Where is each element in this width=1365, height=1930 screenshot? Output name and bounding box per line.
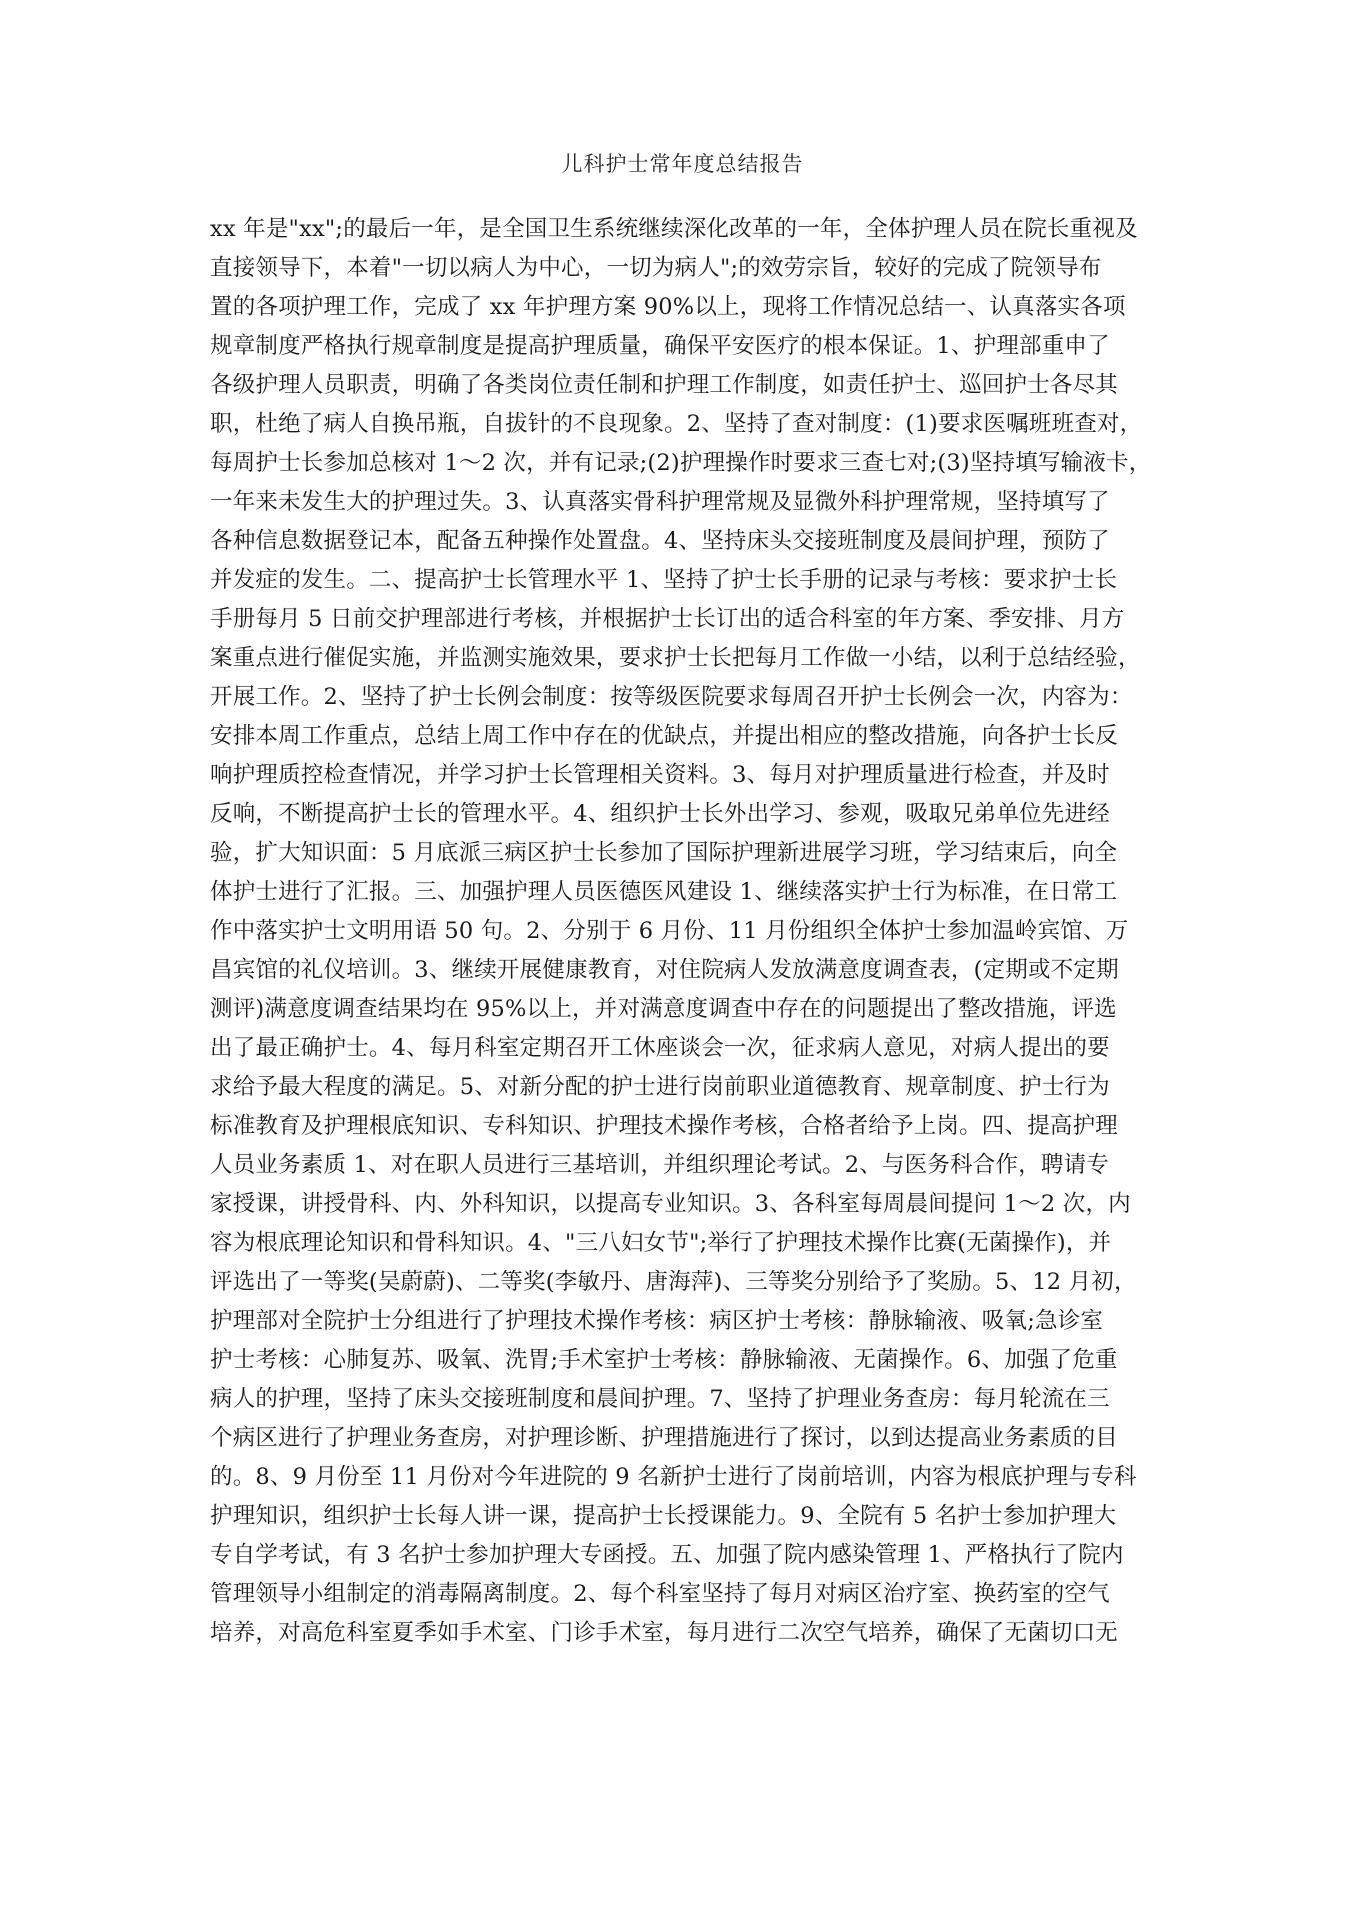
- body-text-line: 手册每月 5 日前交护理部进行考核，并根据护士长订出的适合科室的年方案、季安排、月方: [210, 606, 1125, 632]
- body-text-line: 评选出了一等奖(吴蔚蔚)、二等奖(李敏丹、唐海萍)、三等奖分别给予了奖励。5、12 月初，: [210, 1269, 1137, 1295]
- body-text-line: 开展工作。2、坚持了护士长例会制度：按等级医院要求每周召开护士长例会一次，内容为：: [210, 684, 1133, 710]
- body-text-line: xx 年是"xx";的最后一年，是全国卫生系统继续深化改革的一年，全体护理人员在院长重视及: [210, 216, 1138, 242]
- body-text-line: 出了最正确护士。4、每月科室定期召开工休座谈会一次，征求病人意见，对病人提出的要: [210, 1035, 1110, 1061]
- body-text-line: 职，杜绝了病人自换吊瓶，自拔针的不良现象。2、坚持了查对制度：(1)要求医嘱班班查对，: [210, 411, 1143, 437]
- body-text-line: 管理领导小组制定的消毒隔离制度。2、每个科室坚持了每月对病区治疗室、换药室的空气: [210, 1581, 1110, 1607]
- body-text-line: 安排本周工作重点，总结上周工作中存在的优缺点，并提出相应的整改措施，向各护士长反: [210, 723, 1119, 749]
- body-text-line: 案重点进行催促实施，并监测实施效果，要求护士长把每月工作做一小结，以利于总结经验，: [210, 645, 1141, 671]
- document-title: 儿科护士常年度总结报告: [561, 152, 804, 176]
- body-text-line: 护理部对全院护士分组进行了护理技术操作考核：病区护士考核：静脉输液、吸氧;急诊室: [210, 1308, 1104, 1334]
- body-text-line: 每周护士长参加总核对 1～2 次，并有记录;(2)护理操作时要求三查七对;(3)坚持填写输液卡，: [210, 450, 1152, 476]
- body-text-line: 培养，对高危科室夏季如手术室、门诊手术室，每月进行二次空气培养，确保了无菌切口无: [210, 1620, 1119, 1646]
- document-body: [210, 210, 1170, 1653]
- body-text-line: 各级护理人员职责，明确了各类岗位责任制和护理工作制度，如责任护士、巡回护士各尽其: [210, 372, 1119, 398]
- body-text-line: 置的各项护理工作，完成了 xx 年护理方案 90%以上，现将工作情况总结一、认真落实各项: [210, 294, 1126, 320]
- body-text-line: 一年来未发生大的护理过失。3、认真落实骨科护理常规及显微外科护理常规，坚持填写了: [210, 489, 1110, 515]
- body-text-line: 容为根底理论知识和骨科知识。4、"三八妇女节";举行了护理技术操作比赛(无菌操作)，并: [210, 1230, 1112, 1256]
- body-text-line: 规章制度严格执行规章制度是提高护理质量，确保平安医疗的根本保证。1、护理部重申了: [210, 333, 1110, 359]
- body-text-line: 求给予最大程度的满足。5、对新分配的护士进行岗前职业道德教育、规章制度、护士行为: [210, 1074, 1110, 1100]
- body-text-line: 测评)满意度调查结果均在 95%以上，并对满意度调查中存在的问题提出了整改措施，评选: [210, 996, 1117, 1022]
- body-text-line: 的。8、9 月份至 11 月份对今年进院的 9 名新护士进行了岗前培训，内容为根底护理与专科: [210, 1464, 1137, 1490]
- body-text-line: 标准教育及护理根底知识、专科知识、护理技术操作考核，合格者给予上岗。四、提高护理: [210, 1113, 1119, 1139]
- body-text-line: 验，扩大知识面：5 月底派三病区护士长参加了国际护理新进展学习班，学习结束后，向全: [210, 840, 1118, 866]
- body-text-line: 作中落实护士文明用语 50 句。2、分别于 6 月份、11 月份组织全体护士参加温岭宾馆、万: [210, 918, 1129, 944]
- body-text-line: 体护士进行了汇报。三、加强护理人员医德医风建设 1、继续落实护士行为标准，在日常工: [210, 879, 1118, 905]
- body-text-line: 昌宾馆的礼仪培训。3、继续开展健康教育，对住院病人发放满意度调查表，(定期或不定期: [210, 957, 1119, 983]
- body-text-line: 专自学考试，有 3 名护士参加护理大专函授。五、加强了院内感染管理 1、严格执行了院内: [210, 1542, 1124, 1568]
- body-text-line: 护理知识，组织护士长每人讲一课，提高护士长授课能力。9、全院有 5 名护士参加护理大: [210, 1503, 1117, 1529]
- body-text-line: 反响，不断提高护士长的管理水平。4、组织护士长外出学习、参观，吸取兄弟单位先进经: [210, 801, 1110, 827]
- body-text-line: 病人的护理，坚持了床头交接班制度和晨间护理。7、坚持了护理业务查房：每月轮流在三: [210, 1386, 1110, 1412]
- body-text-line: 家授课，讲授骨科、内、外科知识，以提高专业知识。3、各科室每周晨间提问 1～2 次，内: [210, 1191, 1131, 1217]
- body-text-line: 人员业务素质 1、对在职人员进行三基培训，并组织理论考试。2、与医务科合作，聘请专: [210, 1152, 1109, 1178]
- body-text-line: 并发症的发生。二、提高护士长管理水平 1、坚持了护士长手册的记录与考核：要求护士长: [210, 567, 1118, 593]
- body-text-line: 响护理质控检查情况，并学习护士长管理相关资料。3、每月对护理质量进行检查，并及时: [210, 762, 1110, 788]
- body-text-line: 直接领导下，本着"一切以病人为中心，一切为病人";的效劳宗旨，较好的完成了院领导布: [210, 255, 1102, 281]
- body-text-line: 个病区进行了护理业务查房，对护理诊断、护理措施进行了探讨，以到达提高业务素质的目: [210, 1425, 1119, 1451]
- body-text-line: 各种信息数据登记本，配备五种操作处置盘。4、坚持床头交接班制度及晨间护理，预防了: [210, 528, 1110, 554]
- body-text-line: 护士考核：心肺复苏、吸氧、洗胃;手术室护士考核：静脉输液、无菌操作。6、加强了危重: [210, 1347, 1118, 1373]
